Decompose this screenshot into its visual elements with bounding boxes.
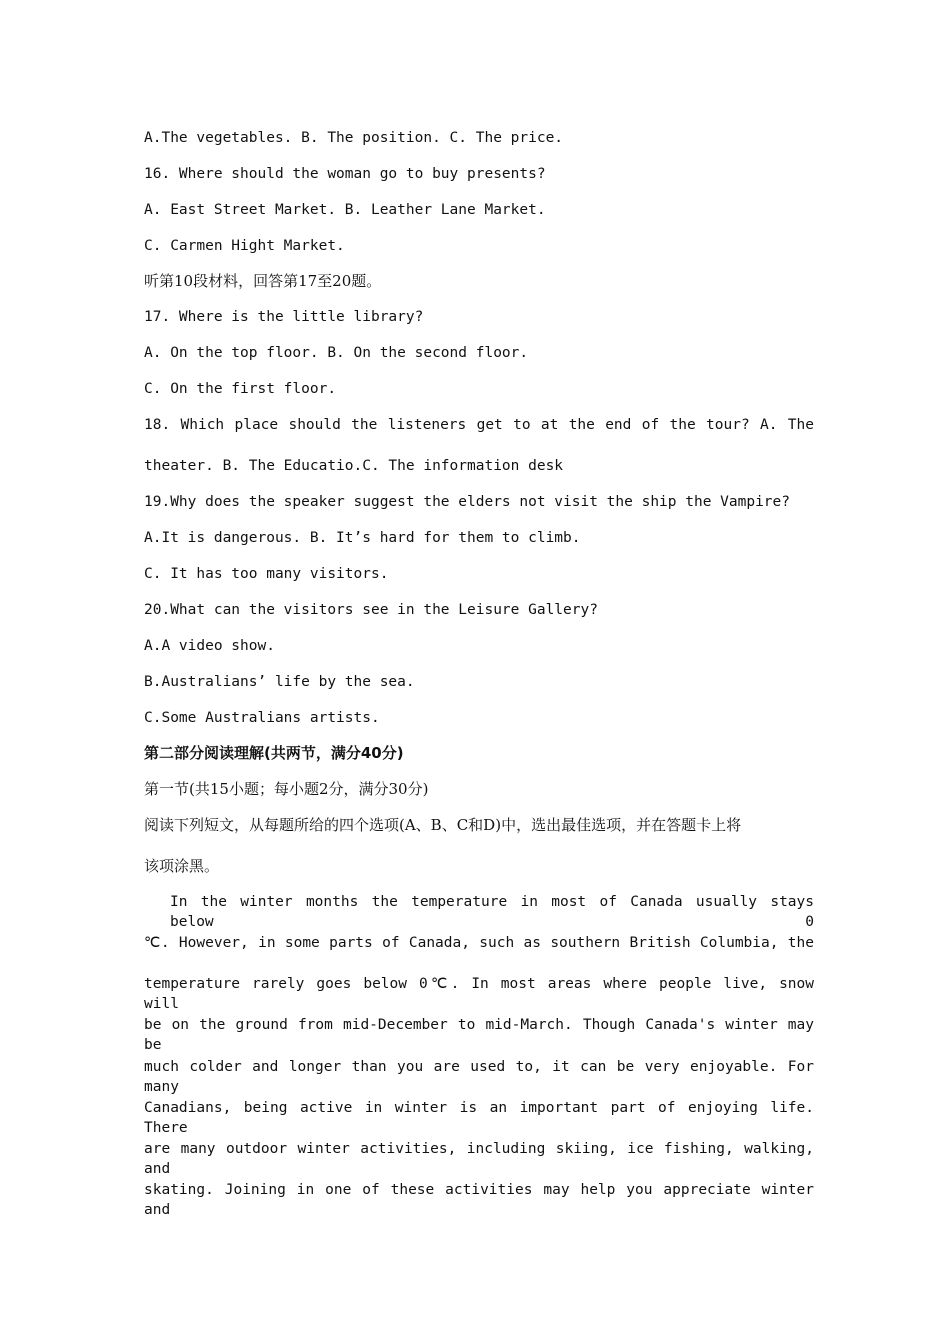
- section-one-heading: 第一节(共15小题；每小题2分，满分30分): [144, 780, 429, 798]
- q19-question: 19.Why does the speaker suggest the elders not visit the ship the Vampire?: [144, 494, 791, 510]
- passage-line: temperature rarely goes below 0℃. In most areas where people live, snow will: [144, 976, 814, 1012]
- q18-options: theater. B. The Educatio.C. The information desk: [144, 458, 564, 474]
- passage-line: skating. Joining in one of these activities may help you appreciate winter and: [144, 1182, 814, 1218]
- passage-line: In the winter months the temperature in most of Canada usually stays below 0: [170, 894, 814, 930]
- q15-options: A.The vegetables. B. The position. C. The price.: [144, 130, 564, 146]
- reading-instruction-cont: 该项涂黑。: [144, 857, 220, 875]
- q19-option-c: C. It has too many visitors.: [144, 566, 389, 582]
- q16-option-c: C. Carmen Hight Market.: [144, 238, 345, 254]
- q20-question: 20.What can the visitors see in the Leisure Gallery?: [144, 602, 598, 618]
- q16-options-ab: A. East Street Market. B. Leather Lane Market.: [144, 202, 546, 218]
- q20-option-b: B.Australians’ life by the sea.: [144, 674, 415, 690]
- section-instruction-10: 听第10段材料，回答第17至20题。: [144, 272, 382, 290]
- q16-question: 16. Where should the woman go to buy presents?: [144, 166, 546, 182]
- q17-question: 17. Where is the little library?: [144, 309, 424, 325]
- q17-option-c: C. On the first floor.: [144, 381, 337, 397]
- reading-instruction: 阅读下列短文，从每题所给的四个选项(A、B、C和D)中，选出最佳选项，并在答题卡上将: [144, 816, 742, 834]
- part-two-heading: 第二部分阅读理解(共两节，满分40分): [144, 744, 404, 762]
- passage-line: Canadians, being active in winter is an important part of enjoying life. There: [144, 1100, 814, 1136]
- passage-line: be on the ground from mid-December to mid-March. Though Canada's winter may be: [144, 1017, 814, 1053]
- passage-line: much colder and longer than you are used to, it can be very enjoyable. For many: [144, 1059, 814, 1095]
- q17-options-ab: A. On the top floor. B. On the second floor.: [144, 345, 529, 361]
- q20-option-c: C.Some Australians artists.: [144, 710, 380, 726]
- q18-question: 18. Which place should the listeners get to at the end of the tour? A. The: [144, 417, 814, 433]
- q19-options-ab: A.It is dangerous. B. It’s hard for them to climb.: [144, 530, 581, 546]
- passage-line: ℃. However, in some parts of Canada, such as southern British Columbia, the: [144, 935, 814, 951]
- passage-line: are many outdoor winter activities, including skiing, ice fishing, walking, and: [144, 1141, 814, 1177]
- q20-option-a: A.A video show.: [144, 638, 275, 654]
